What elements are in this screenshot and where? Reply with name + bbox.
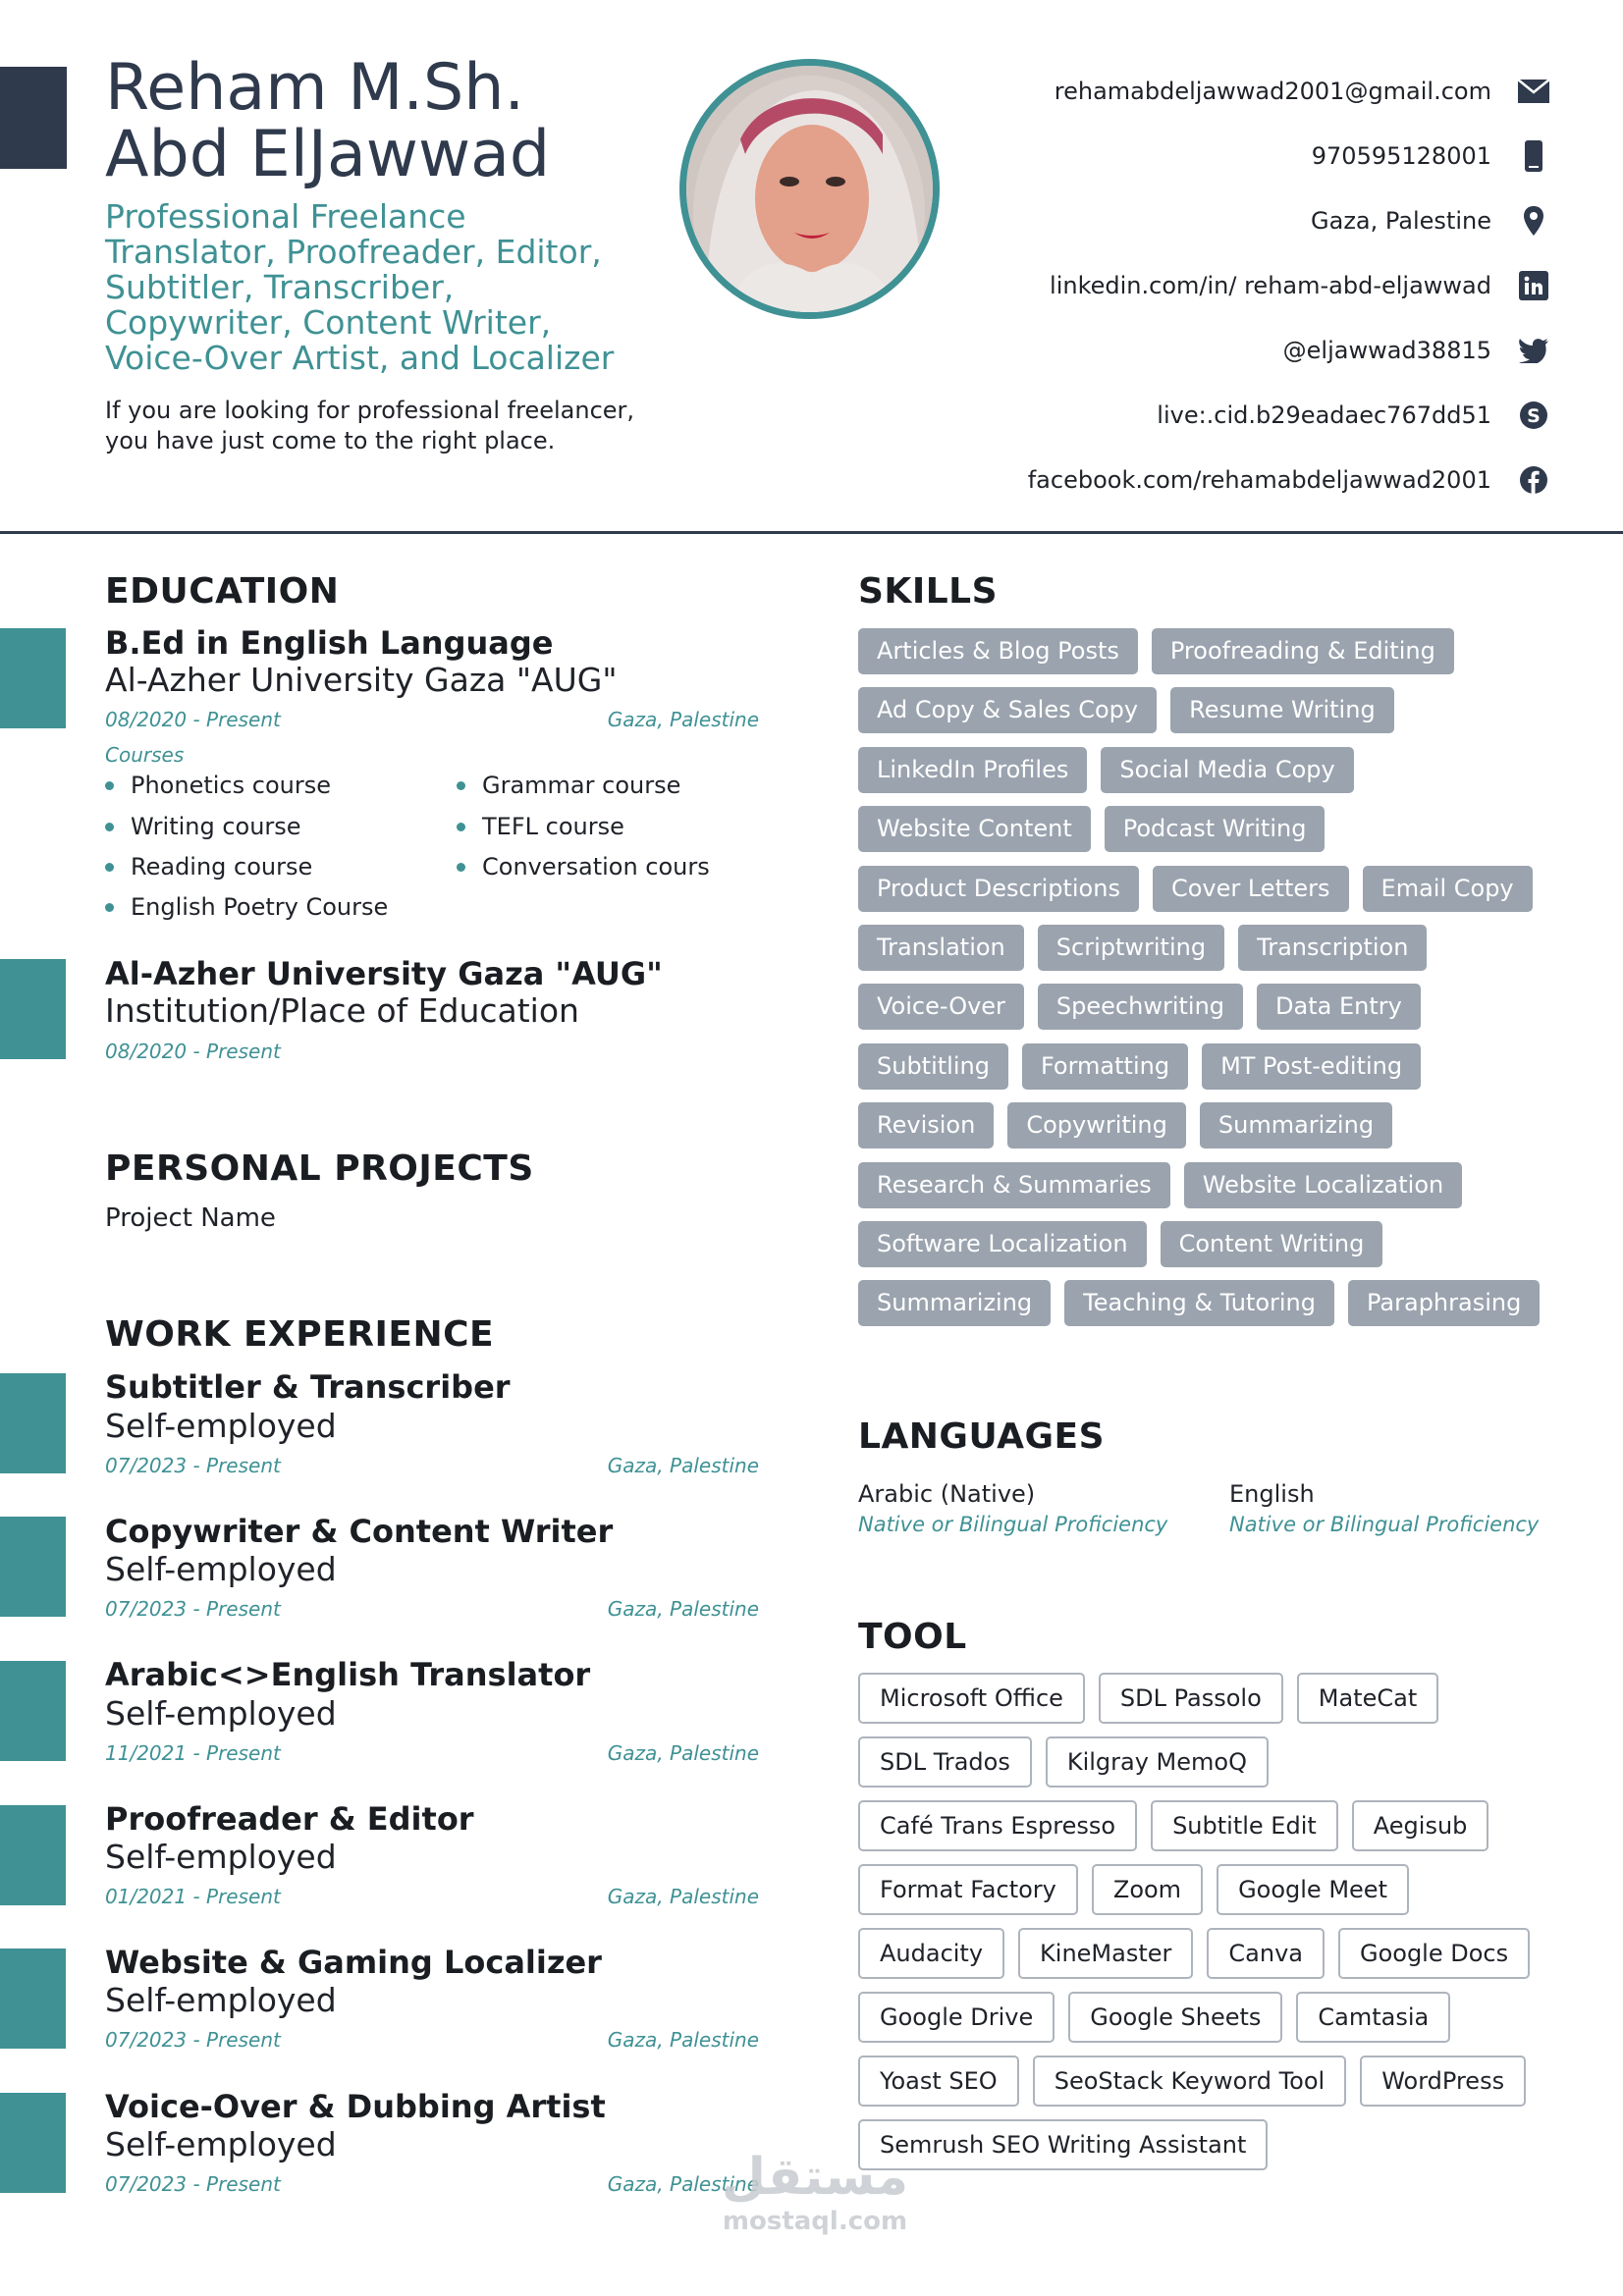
job-date: 11/2021 - Present — [105, 1741, 281, 1765]
linkedin-icon[interactable] — [1517, 269, 1550, 302]
course-name: Reading course — [131, 853, 313, 881]
education-location: Gaza, Palestine — [607, 708, 759, 731]
course-name: Phonetics course — [131, 772, 331, 799]
skill-tag: Subtitling — [858, 1043, 1008, 1090]
skill-row — [858, 1043, 1536, 1090]
languages-heading: LANGUAGES — [858, 1416, 1106, 1457]
tool-tag: Audacity — [858, 1928, 1004, 1979]
job-role: Proofreader & Editor — [105, 1800, 474, 1838]
skill-tag: Research & Summaries — [858, 1162, 1170, 1208]
contact-linkedin-text[interactable]: linkedin.com/in/ reham-abd-eljawwad — [1050, 272, 1491, 299]
entry-marker — [0, 2093, 66, 2193]
skill-tag: Summarizing — [858, 1280, 1051, 1326]
job-location: Gaza, Palestine — [607, 1741, 759, 1765]
tool-tag: Google Docs — [1338, 1928, 1530, 1979]
job-employer: Self-employed — [105, 1407, 337, 1445]
tool-tag: Aegisub — [1352, 1800, 1489, 1851]
contact-list — [863, 59, 1550, 512]
bullet-icon — [105, 781, 114, 790]
contact-location-text: Gaza, Palestine — [1311, 207, 1491, 235]
skill-tag: Cover Letters — [1153, 866, 1349, 912]
tool-tag: Kilgray MemoQ — [1046, 1736, 1269, 1788]
course-item — [105, 853, 312, 881]
job-employer: Self-employed — [105, 1550, 337, 1588]
skill-row — [858, 1162, 1536, 1208]
envelope-icon — [1517, 75, 1550, 108]
tool-tag: Zoom — [1092, 1864, 1203, 1915]
tool-tag: Camtasia — [1296, 1992, 1450, 2043]
skill-row — [858, 1280, 1536, 1326]
tool-tag: SeoStack Keyword Tool — [1033, 2056, 1347, 2107]
tool-tag: WordPress — [1360, 2056, 1526, 2107]
candidate-name: Reham M.Sh. Abd ElJawwad — [105, 51, 551, 191]
skill-tag: Product Descriptions — [858, 866, 1139, 912]
job-role: Arabic<>English Translator — [105, 1656, 591, 1693]
job-date: 01/2021 - Present — [105, 1885, 281, 1908]
contact-skype[interactable] — [863, 383, 1550, 448]
skill-tag: Summarizing — [1200, 1102, 1392, 1148]
tool-tag: Canva — [1207, 1928, 1325, 1979]
svg-text:S: S — [1527, 405, 1541, 427]
skype-icon[interactable] — [1517, 399, 1550, 432]
entry-marker — [0, 628, 66, 728]
course-item — [105, 893, 388, 921]
skill-tag: Copywriting — [1007, 1102, 1186, 1148]
project-name: Project Name — [105, 1203, 276, 1233]
language-name: English — [1229, 1480, 1315, 1508]
skill-tag: Speechwriting — [1038, 984, 1243, 1030]
skill-tag: Website Localization — [1184, 1162, 1462, 1208]
tool-tag: Google Drive — [858, 1992, 1055, 2043]
skill-row — [858, 1102, 1536, 1148]
job-location: Gaza, Palestine — [607, 2028, 759, 2052]
job-employer: Self-employed — [105, 1694, 337, 1733]
tool-tag: Café Trans Espresso — [858, 1800, 1137, 1851]
skill-tag: Resume Writing — [1170, 687, 1394, 733]
skills-heading: SKILLS — [858, 571, 999, 612]
skill-tag: Data Entry — [1257, 984, 1421, 1030]
skill-tag: Formatting — [1022, 1043, 1188, 1090]
bullet-icon — [457, 781, 465, 790]
skill-tag: MT Post-editing — [1202, 1043, 1421, 1090]
tool-tag: MateCat — [1297, 1673, 1438, 1724]
job-date: 07/2023 - Present — [105, 2028, 281, 2052]
education-date: 08/2020 - Present — [105, 708, 281, 731]
phone-icon — [1517, 139, 1550, 173]
skill-tag: Scriptwriting — [1038, 925, 1224, 971]
skill-row — [858, 925, 1536, 971]
tool-row — [858, 1673, 1545, 1724]
contact-facebook[interactable] — [863, 448, 1550, 512]
skill-row — [858, 806, 1536, 852]
header-accent-bar — [0, 67, 67, 169]
tool-row — [858, 1992, 1545, 2043]
tool-tag: Yoast SEO — [858, 2056, 1019, 2107]
job-role: Copywriter & Content Writer — [105, 1513, 614, 1550]
watermark-url: mostaql.com — [722, 2207, 908, 2236]
bullet-icon — [457, 823, 465, 831]
skill-tag: Revision — [858, 1102, 994, 1148]
skill-tag: Proofreading & Editing — [1152, 628, 1454, 674]
twitter-icon[interactable] — [1517, 334, 1550, 367]
facebook-icon[interactable] — [1517, 463, 1550, 497]
skill-tag: Website Content — [858, 806, 1091, 852]
tools-list — [858, 1673, 1545, 2183]
tool-tag: Google Meet — [1217, 1864, 1409, 1915]
job-employer: Self-employed — [105, 1838, 337, 1876]
tool-tag: SDL Passolo — [1099, 1673, 1283, 1724]
professional-title: Professional Freelance Translator, Proofreader, Editor, Subtitler, Transcriber, Copywriter, Content Writer, Voice-Over Artist, and Localizer — [105, 197, 615, 377]
course-item — [105, 813, 301, 840]
job-location: Gaza, Palestine — [607, 1597, 759, 1621]
job-location: Gaza, Palestine — [607, 1885, 759, 1908]
language-level: Native or Bilingual Proficiency — [1229, 1513, 1540, 1536]
contact-phone-text[interactable]: 970595128001 — [1311, 142, 1491, 170]
bullet-icon — [105, 863, 114, 872]
entry-marker — [0, 1661, 66, 1761]
job-location: Gaza, Palestine — [607, 1454, 759, 1477]
language-name: Arabic (Native) — [858, 1480, 1036, 1508]
skill-tag: Podcast Writing — [1105, 806, 1325, 852]
tool-tag: Format Factory — [858, 1864, 1078, 1915]
course-item — [457, 853, 710, 881]
course-item — [457, 772, 680, 799]
location-pin-icon — [1517, 204, 1550, 238]
education-school: Institution/Place of Education — [105, 991, 579, 1030]
skill-row — [858, 1221, 1536, 1267]
bullet-icon — [457, 863, 465, 872]
job-role: Subtitler & Transcriber — [105, 1368, 511, 1406]
job-date: 07/2023 - Present — [105, 1597, 281, 1621]
entry-marker — [0, 959, 66, 1059]
job-role: Website & Gaming Localizer — [105, 1944, 602, 1981]
skill-row — [858, 628, 1536, 674]
skill-tag: Content Writing — [1161, 1221, 1383, 1267]
summary-text: If you are looking for professional freelancer, you have just come to the right place. — [105, 397, 635, 454]
tool-row — [858, 1736, 1545, 1788]
contact-email-text[interactable]: rehamabdeljawwad2001@gmail.com — [1054, 78, 1491, 105]
contact-phone[interactable] — [863, 124, 1550, 188]
contact-skype-text[interactable]: live:.cid.b29eadaec767dd51 — [1157, 401, 1491, 429]
job-date: 07/2023 - Present — [105, 1454, 281, 1477]
tool-row — [858, 1928, 1545, 1979]
tool-row — [858, 2119, 1545, 2170]
course-name: Conversation cours — [482, 853, 710, 881]
language-level: Native or Bilingual Proficiency — [858, 1513, 1168, 1536]
skill-tag: Ad Copy & Sales Copy — [858, 687, 1157, 733]
entry-marker — [0, 1949, 66, 2049]
skill-row — [858, 984, 1536, 1030]
skill-row — [858, 687, 1536, 733]
tool-tag: Google Sheets — [1068, 1992, 1282, 2043]
education-degree: B.Ed in English Language — [105, 624, 554, 662]
course-name: English Poetry Course — [131, 893, 389, 921]
education-degree: Al-Azher University Gaza "AUG" — [105, 955, 663, 992]
entry-marker — [0, 1373, 66, 1473]
job-role: Voice-Over & Dubbing Artist — [105, 2088, 606, 2125]
skill-tag: LinkedIn Profiles — [858, 747, 1087, 793]
tool-row — [858, 2056, 1545, 2107]
skill-tag: Teaching & Tutoring — [1064, 1280, 1334, 1326]
skill-tag: Voice-Over — [858, 984, 1024, 1030]
skill-tag: Social Media Copy — [1101, 747, 1353, 793]
tool-tag: KineMaster — [1018, 1928, 1193, 1979]
course-name: Grammar course — [482, 772, 681, 799]
bullet-icon — [105, 823, 114, 831]
tool-row — [858, 1800, 1545, 1851]
tool-tag: SDL Trados — [858, 1736, 1032, 1788]
courses-label: Courses — [105, 743, 185, 767]
tool-tag: Subtitle Edit — [1151, 1800, 1338, 1851]
education-date: 08/2020 - Present — [105, 1040, 281, 1063]
course-item — [457, 813, 624, 840]
job-location: Gaza, Palestine — [607, 2172, 759, 2196]
tool-tag: Semrush SEO Writing Assistant — [858, 2119, 1268, 2170]
education-heading: EDUCATION — [105, 571, 340, 612]
skill-row — [858, 866, 1536, 912]
course-name: Writing course — [131, 813, 301, 840]
tool-tag: Microsoft Office — [858, 1673, 1085, 1724]
contact-email[interactable] — [863, 59, 1550, 124]
skill-tag: Translation — [858, 925, 1024, 971]
job-employer: Self-employed — [105, 1981, 337, 2019]
projects-heading: PERSONAL PROJECTS — [105, 1148, 534, 1189]
contact-twitter[interactable] — [863, 318, 1550, 383]
education-school: Al-Azher University Gaza "AUG" — [105, 661, 618, 699]
contact-facebook-text[interactable]: facebook.com/rehamabdeljawwad2001 — [1027, 466, 1491, 494]
job-employer: Self-employed — [105, 2125, 337, 2163]
work-heading: WORK EXPERIENCE — [105, 1314, 495, 1355]
contact-twitter-text[interactable]: @eljawwad38815 — [1282, 337, 1491, 364]
skill-row — [858, 747, 1536, 793]
entry-marker — [0, 1517, 66, 1617]
contact-linkedin[interactable] — [863, 253, 1550, 318]
header-divider — [0, 531, 1623, 534]
job-date: 07/2023 - Present — [105, 2172, 281, 2196]
skill-tag: Software Localization — [858, 1221, 1147, 1267]
contact-location — [863, 188, 1550, 253]
bullet-icon — [105, 903, 114, 912]
skill-tag: Email Copy — [1363, 866, 1533, 912]
entry-marker — [0, 1805, 66, 1905]
skills-list — [858, 628, 1536, 1340]
course-name: TEFL course — [482, 813, 624, 840]
tool-row — [858, 1864, 1545, 1915]
tools-heading: TOOL — [858, 1617, 967, 1657]
skill-tag: Paraphrasing — [1348, 1280, 1540, 1326]
watermark-logo: مستقل — [721, 2148, 909, 2207]
skill-tag: Articles & Blog Posts — [858, 628, 1138, 674]
course-item — [105, 772, 331, 799]
skill-tag: Transcription — [1238, 925, 1427, 971]
watermark — [712, 2148, 918, 2236]
